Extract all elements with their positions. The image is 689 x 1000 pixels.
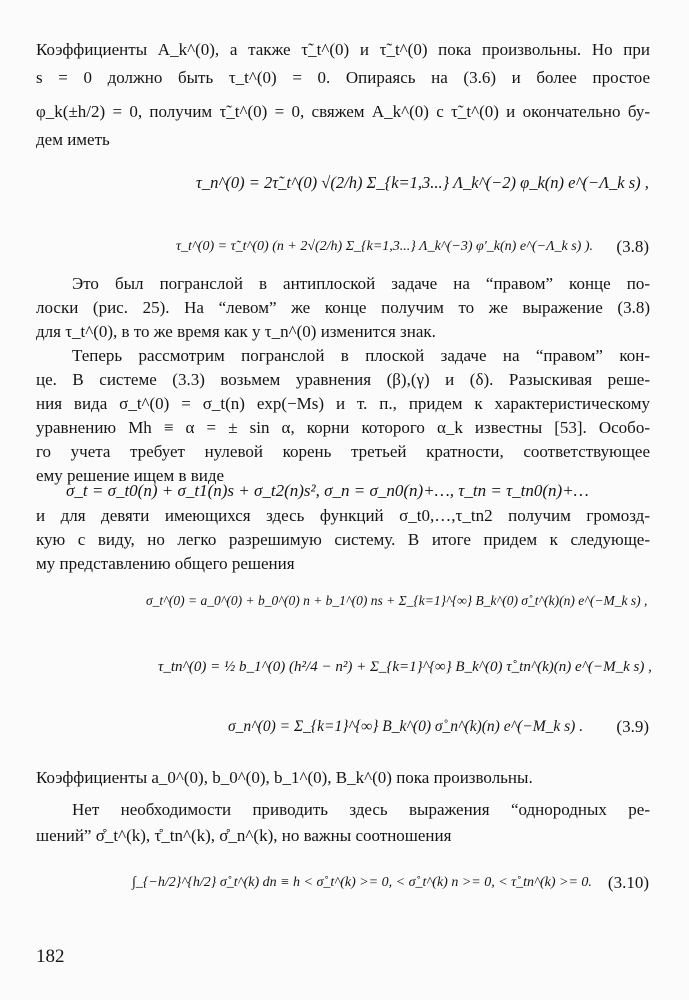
equation-3-10: ∫_{−h/2}^{h/2} σ̊_t^(k) dn ≡ h < σ̊_t^(k) >= 0, < σ̊_t^(k) n >= 0, < τ̊_tn^(k) >= 0. [132, 875, 592, 890]
text-line: му представлению общего решения [36, 554, 295, 573]
text-line: Это был погранслой в антиплоской задаче на “правом” конце по- [72, 274, 650, 293]
page-number: 182 [36, 946, 65, 967]
equation: τ_n^(0) = 2τ̃_t^(0) √(2/h) Σ_{k=1,3...} Λ_k^(−2) φ_k(n) e^(−Λ_k s) , [196, 173, 649, 192]
text-line: лоски (рис. 25). На “левом” же конце получим то же выражение (3.8) [36, 298, 650, 317]
text-line: Нет необходимости приводить здесь выражения “однородных ре- [72, 800, 650, 819]
equation: τ_tn^(0) = ½ b_1^(0) (h²/4 − n²) + Σ_{k=1}^{∞} B_k^(0) τ̊_tn^(k)(n) e^(−M_k s) , [158, 659, 652, 675]
text-line: шений” σ̊_t^(k), τ̊_tn^(k), σ̊_n^(k), но важны соотношения [36, 826, 452, 845]
equation-number: (3.9) [616, 717, 649, 736]
text-line: ния вида σ_t^(0) = σ_t(n) exp(−Ms) и т. п., придем к характеристическому [36, 394, 650, 413]
equation-3-8: τ_t^(0) = τ̃_t^(0) (n + 2√(2/h) Σ_{k=1,3...} Λ_k^(−3) φ′_k(n) e^(−Λ_k s) ). [176, 239, 594, 254]
equation-number: (3.8) [616, 237, 649, 256]
text-line: Коэффициенты a_0^(0), b_0^(0), b_1^(0), B_k^(0) пока произвольны. [36, 768, 533, 787]
text-line: ему решение ищем в виде [36, 466, 225, 485]
text-line: го учета требует нулевой корень третьей кратности, соответствующее [36, 442, 650, 461]
text-line: Теперь рассмотрим погранслой в плоской задаче на “правом” кон- [72, 346, 650, 365]
text-line: φ_k(±h/2) = 0, получим τ̃_t^(0) = 0, свяжем A_k^(0) с τ̃_t^(0) и окончательно бу- [36, 102, 650, 121]
text-line: уравнению Mh ≡ α = ± sin α, корни которого α_k известны [53]. Особо- [36, 418, 650, 437]
text-line: дем иметь [36, 130, 110, 149]
text-line: це. В системе (3.3) возьмем уравнения (β),(γ) и (δ). Разыскивая реше- [36, 370, 650, 389]
text-line: s = 0 должно быть τ_t^(0) = 0. Опираясь на (3.6) и более простое [36, 68, 650, 87]
equation-3-9: σ_n^(0) = Σ_{k=1}^{∞} B_k^(0) σ̊_n^(k)(n) e^(−M_k s) . [228, 718, 584, 735]
text-line: и для девяти имеющихся здесь функций σ_t0,…,τ_tn2 получим громозд- [36, 506, 650, 525]
equation-number: (3.10) [607, 873, 649, 892]
text-line: Коэффициенты A_k^(0), а также τ̃_t^(0) и τ̃_t^(0) пока произвольны. Но при [36, 40, 650, 59]
equation: σ_t = σ_t0(n) + σ_t1(n)s + σ_t2(n)s², σ_n = σ_n0(n)+…, τ_tn = τ_tn0(n)+… [66, 481, 589, 500]
text-line: кую с виду, но легко разрешимую систему. В итоге придем к следующе- [36, 530, 650, 549]
text-line: для τ_t^(0), в то же время как у τ_n^(0) изменится знак. [36, 322, 436, 341]
equation: σ_t^(0) = a_0^(0) + b_0^(0) n + b_1^(0) ns + Σ_{k=1}^{∞} B_k^(0) σ̊_t^(k)(n) e^(−M_k s) , [146, 593, 648, 608]
